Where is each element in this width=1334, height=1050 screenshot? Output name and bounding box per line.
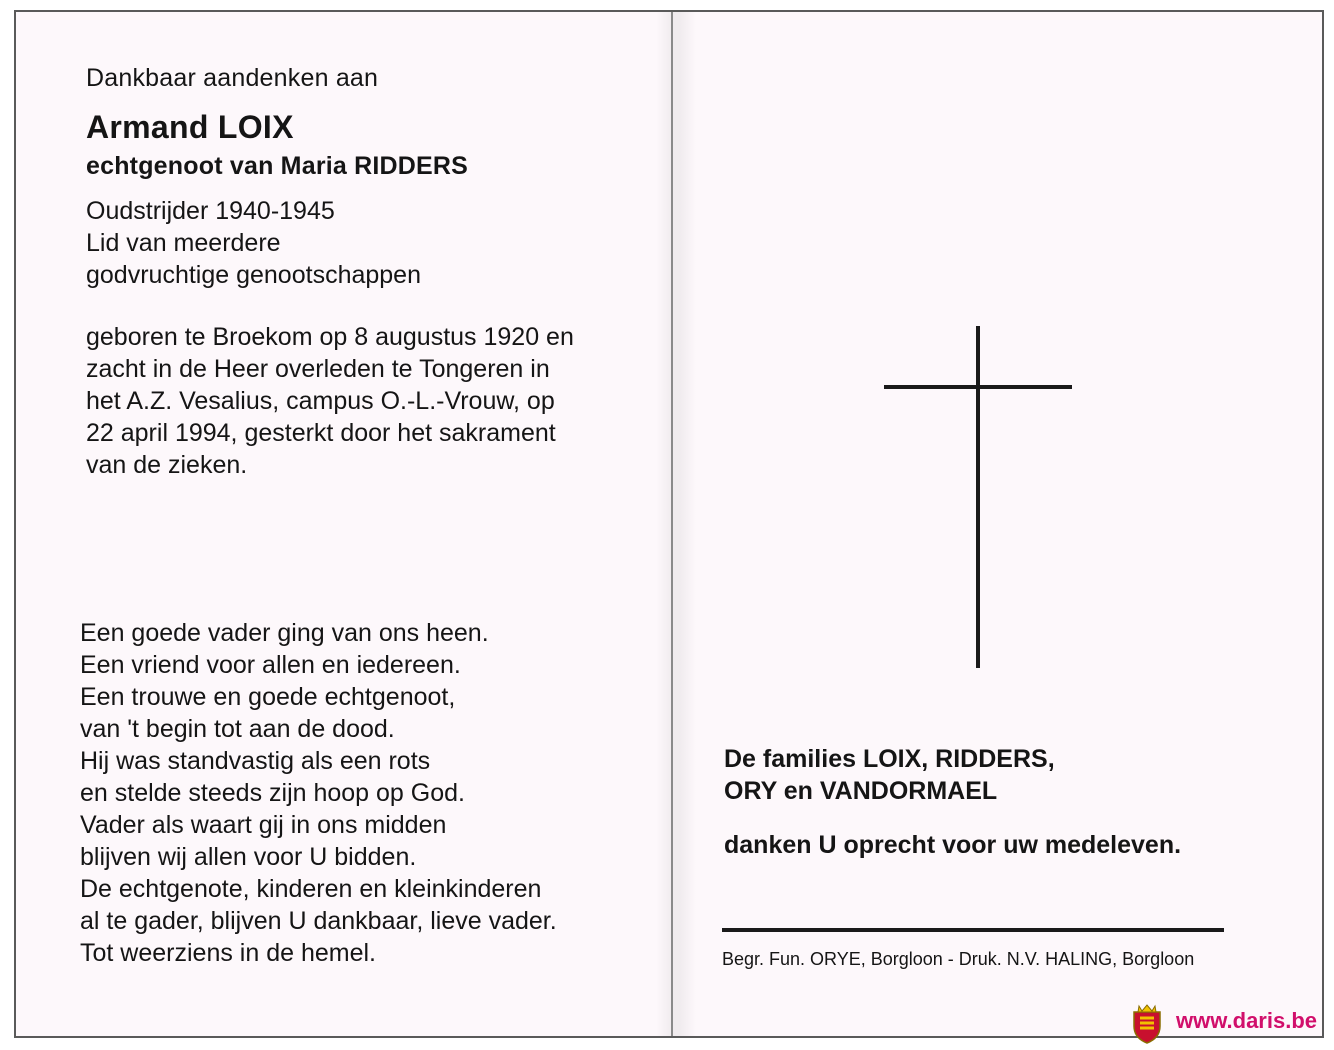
- verse-line: Tot weerziens in de hemel.: [80, 939, 376, 967]
- info-line: godvruchtige genootschappen: [86, 261, 421, 289]
- bio-line: geboren te Broekom op 8 augustus 1920 en: [86, 323, 574, 351]
- fold-line: [671, 12, 673, 1036]
- thanks-text: danken U oprecht voor uw medeleven.: [724, 831, 1182, 859]
- verse-line: Een trouwe en goede echtgenoot,: [80, 683, 456, 711]
- bio-line: zacht in de Heer overleden te Tongeren in: [86, 355, 550, 383]
- info-line: Lid van meerdere: [86, 229, 281, 257]
- verse-line: blijven wij allen voor U bidden.: [80, 843, 417, 871]
- families-text: [724, 743, 1264, 807]
- coat-of-arms-icon: [1130, 1004, 1164, 1044]
- bio-line: van de zieken.: [86, 451, 248, 479]
- cross-vertical-bar: [976, 326, 980, 668]
- intro-text: Dankbaar aandenken aan: [86, 64, 379, 92]
- fold-shadow: [656, 12, 696, 1036]
- left-page: [86, 64, 626, 481]
- verse-line: De echtgenote, kinderen en kleinkinderen: [80, 875, 542, 903]
- bio-block: [86, 321, 626, 481]
- verse-line: Hij was standvastig als een rots: [80, 747, 431, 775]
- spouse-line: echtgenoot van Maria RIDDERS: [86, 152, 469, 180]
- printer-credit: Begr. Fun. ORYE, Borgloon - Druk. N.V. HALING, Borgloon: [722, 949, 1195, 969]
- verse-line: en stelde steeds zijn hoop op God.: [80, 779, 465, 807]
- bio-line: het A.Z. Vesalius, campus O.-L.-Vrouw, op: [86, 387, 555, 415]
- bio-line: 22 april 1994, gesterkt door het sakrament: [86, 419, 556, 447]
- info-block: [86, 195, 626, 291]
- verse-line: Een vriend voor allen en iedereen.: [80, 651, 461, 679]
- watermark-site[interactable]: www.daris.be: [1176, 1008, 1318, 1033]
- verse-line: al te gader, blijven U dankbaar, lieve vader.: [80, 907, 557, 935]
- cross-horizontal-bar: [884, 385, 1072, 389]
- verse-line: Een goede vader ging van ons heen.: [80, 619, 489, 647]
- divider-rule: [722, 928, 1224, 932]
- verse-line: Vader als waart gij in ons midden: [80, 811, 447, 839]
- thanks-block: [724, 743, 1264, 860]
- families-line: De families LOIX, RIDDERS,: [724, 745, 1055, 773]
- deceased-name: Armand LOIX: [86, 109, 294, 145]
- info-line: Oudstrijder 1940-1945: [86, 197, 335, 225]
- memorial-verse: [80, 617, 640, 969]
- families-line: ORY en VANDORMAEL: [724, 777, 998, 805]
- verse-line: van 't begin tot aan de dood.: [80, 715, 395, 743]
